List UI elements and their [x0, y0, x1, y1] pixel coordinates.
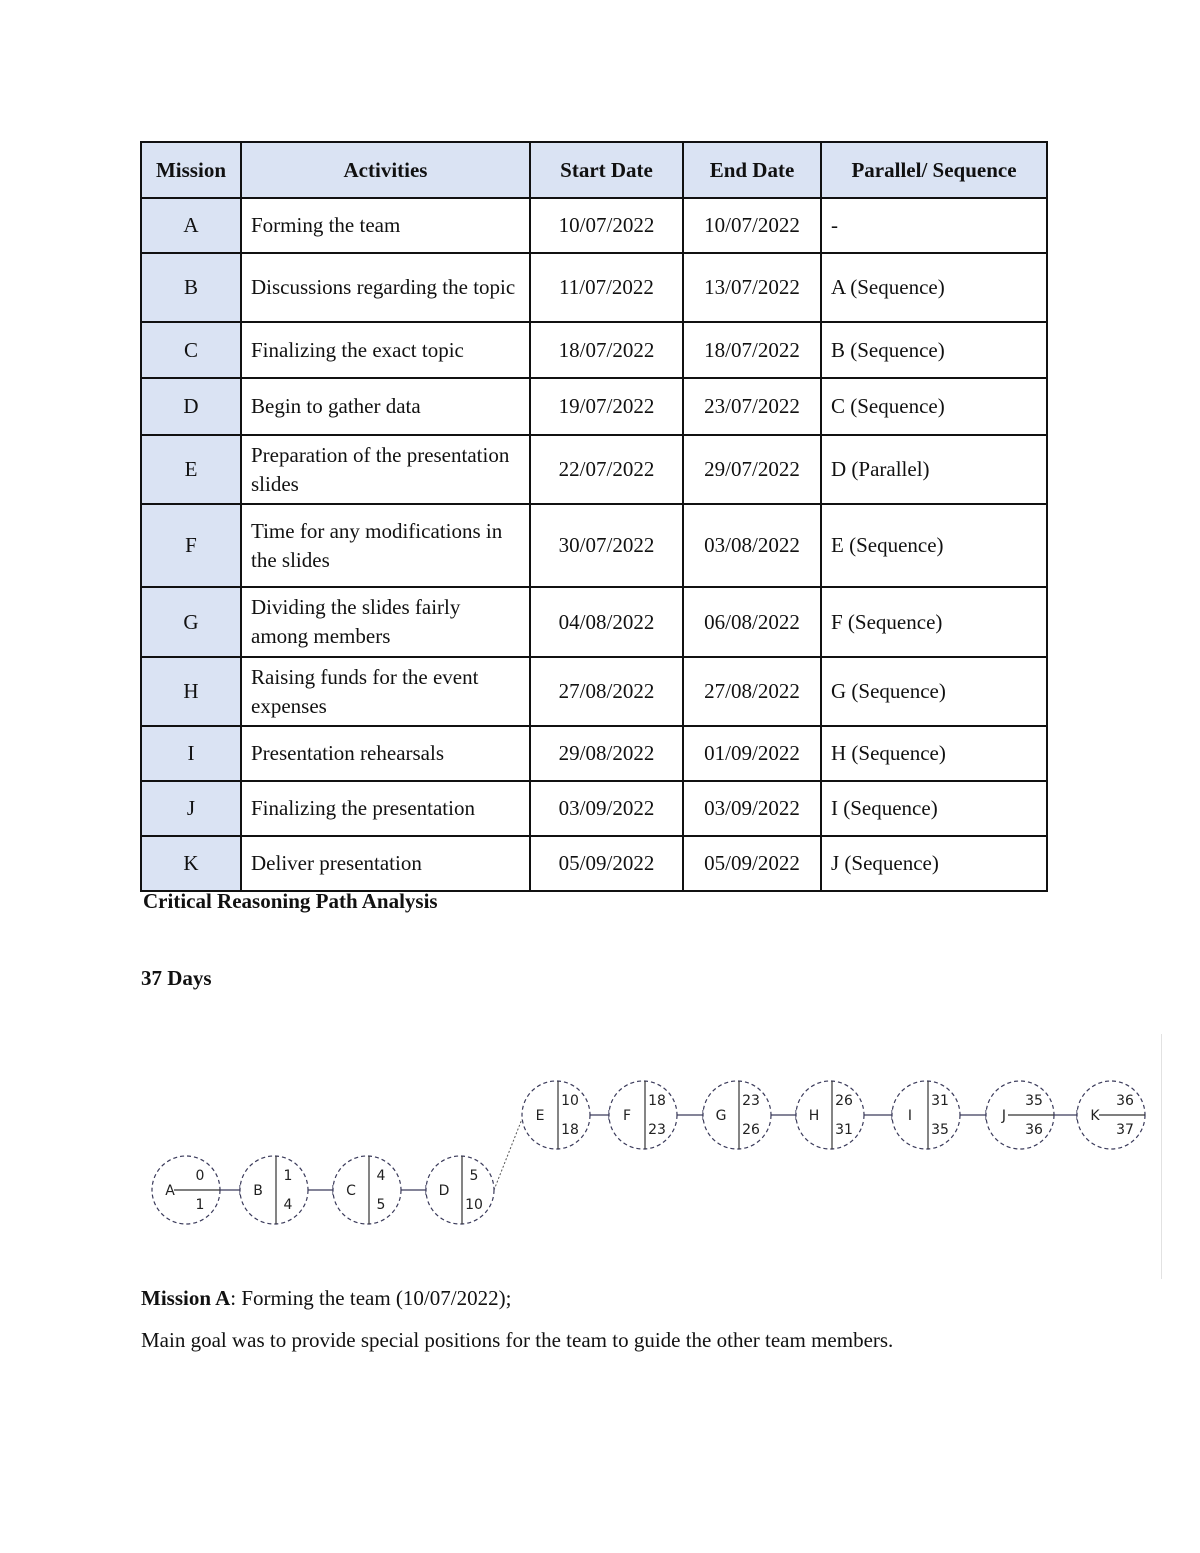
end-date-cell: 06/08/2022	[683, 587, 821, 657]
node-label: F	[622, 1108, 632, 1124]
node-end-value: 4	[283, 1197, 293, 1213]
start-date-cell: 29/08/2022	[530, 726, 683, 781]
node-label: A	[165, 1183, 175, 1199]
end-date-cell: 18/07/2022	[683, 322, 821, 378]
start-date-cell: 11/07/2022	[530, 253, 683, 322]
section-heading: Critical Reasoning Path Analysis	[143, 889, 438, 913]
relation-cell: I (Sequence)	[821, 781, 1047, 836]
mission-id-cell: K	[141, 836, 241, 891]
table-row	[141, 198, 1047, 253]
node-end-value: 23	[648, 1122, 666, 1138]
node-label: E	[535, 1108, 545, 1124]
activity-cell: Deliver presentation	[241, 836, 530, 891]
activity-cell: Time for any modifications in the slides	[241, 504, 530, 587]
node-end-value: 5	[376, 1197, 386, 1213]
node-start-value: 5	[469, 1168, 479, 1184]
relation-cell: C (Sequence)	[821, 378, 1047, 435]
node-start-value: 1	[283, 1168, 293, 1184]
connector-line	[494, 1119, 522, 1190]
end-date-cell: 13/07/2022	[683, 253, 821, 322]
mission-id-cell: A	[141, 198, 241, 253]
header-start-date: Start Date	[530, 142, 683, 198]
start-date-cell: 18/07/2022	[530, 322, 683, 378]
start-date-cell: 05/09/2022	[530, 836, 683, 891]
table-row	[141, 781, 1047, 836]
activity-cell: Begin to gather data	[241, 378, 530, 435]
node-circle	[522, 1081, 590, 1149]
mission-id-cell: H	[141, 657, 241, 726]
mission-id-cell: D	[141, 378, 241, 435]
node-label: K	[1090, 1108, 1100, 1124]
mission-id-cell: J	[141, 781, 241, 836]
activity-cell: Preparation of the presentation slides	[241, 435, 530, 504]
start-date-cell: 10/07/2022	[530, 198, 683, 253]
node-end-value: 36	[1025, 1122, 1043, 1138]
relation-cell: A (Sequence)	[821, 253, 1047, 322]
start-date-cell: 30/07/2022	[530, 504, 683, 587]
node-label: J	[1001, 1108, 1007, 1124]
node-label: G	[715, 1108, 727, 1124]
start-date-cell: 03/09/2022	[530, 781, 683, 836]
node-start-value: 23	[742, 1093, 760, 1109]
activity-cell: Finalizing the presentation	[241, 781, 530, 836]
page-edge-rule	[1161, 1034, 1162, 1279]
node-end-value: 26	[742, 1122, 760, 1138]
header-parallel-sequence: Parallel/ Sequence	[821, 142, 1047, 198]
node-label: B	[253, 1183, 263, 1199]
table-row	[141, 253, 1047, 322]
mission-a-text: : Forming the team (10/07/2022);	[230, 1286, 512, 1310]
end-date-cell: 27/08/2022	[683, 657, 821, 726]
node-circle	[426, 1156, 494, 1224]
header-mission: Mission	[141, 142, 241, 198]
node-label: C	[346, 1183, 356, 1199]
table-row	[141, 587, 1047, 657]
start-date-cell: 27/08/2022	[530, 657, 683, 726]
mission-id-cell: E	[141, 435, 241, 504]
end-date-cell: 10/07/2022	[683, 198, 821, 253]
mission-id-cell: I	[141, 726, 241, 781]
node-circle	[703, 1081, 771, 1149]
relation-cell: -	[821, 198, 1047, 253]
node-start-value: 31	[931, 1093, 949, 1109]
end-date-cell: 01/09/2022	[683, 726, 821, 781]
activity-cell: Forming the team	[241, 198, 530, 253]
activity-cell: Raising funds for the event expenses	[241, 657, 530, 726]
node-end-value: 18	[561, 1122, 579, 1138]
end-date-cell: 03/09/2022	[683, 781, 821, 836]
node-label: I	[907, 1108, 913, 1124]
table-row	[141, 726, 1047, 781]
node-circle	[240, 1156, 308, 1224]
relation-cell: B (Sequence)	[821, 322, 1047, 378]
node-label: H	[808, 1108, 820, 1124]
relation-cell: F (Sequence)	[821, 587, 1047, 657]
node-label: D	[438, 1183, 450, 1199]
end-date-cell: 29/07/2022	[683, 435, 821, 504]
mission-a-label: Mission A	[141, 1286, 231, 1310]
start-date-cell: 04/08/2022	[530, 587, 683, 657]
end-date-cell: 23/07/2022	[683, 378, 821, 435]
relation-cell: E (Sequence)	[821, 504, 1047, 587]
node-circle	[609, 1081, 677, 1149]
relation-cell: G (Sequence)	[821, 657, 1047, 726]
table-header-row	[141, 142, 1047, 198]
relation-cell: H (Sequence)	[821, 726, 1047, 781]
mission-id-cell: B	[141, 253, 241, 322]
node-start-value: 26	[835, 1093, 853, 1109]
node-end-value: 10	[465, 1197, 483, 1213]
start-date-cell: 22/07/2022	[530, 435, 683, 504]
mission-id-cell: C	[141, 322, 241, 378]
mission-a-line	[141, 1286, 511, 1311]
mission-id-cell: F	[141, 504, 241, 587]
node-start-value: 35	[1025, 1093, 1043, 1109]
start-date-cell: 19/07/2022	[530, 378, 683, 435]
mission-table	[140, 141, 1048, 892]
node-start-value: 10	[561, 1093, 579, 1109]
header-activities: Activities	[241, 142, 530, 198]
relation-cell: D (Parallel)	[821, 435, 1047, 504]
node-circle	[333, 1156, 401, 1224]
node-start-value: 0	[195, 1168, 205, 1184]
mission-a-goal: Main goal was to provide special positions for the team to guide the other team members.	[141, 1328, 894, 1352]
relation-cell: J (Sequence)	[821, 836, 1047, 891]
critical-path-network	[0, 1030, 1160, 1250]
table-row	[141, 378, 1047, 435]
activity-cell: Presentation rehearsals	[241, 726, 530, 781]
end-date-cell: 05/09/2022	[683, 836, 821, 891]
table-row	[141, 322, 1047, 378]
activity-cell: Finalizing the exact topic	[241, 322, 530, 378]
node-end-value: 37	[1116, 1122, 1134, 1138]
table-row	[141, 836, 1047, 891]
node-end-value: 1	[195, 1197, 205, 1213]
node-circle	[892, 1081, 960, 1149]
header-end-date: End Date	[683, 142, 821, 198]
node-end-value: 31	[835, 1122, 853, 1138]
table-row	[141, 435, 1047, 504]
node-start-value: 18	[648, 1093, 666, 1109]
end-date-cell: 03/08/2022	[683, 504, 821, 587]
node-end-value: 35	[931, 1122, 949, 1138]
activity-cell: Discussions regarding the topic	[241, 253, 530, 322]
table-row	[141, 657, 1047, 726]
node-circle	[796, 1081, 864, 1149]
total-duration: 37 Days	[141, 966, 212, 990]
node-start-value: 36	[1116, 1093, 1134, 1109]
node-start-value: 4	[376, 1168, 386, 1184]
table-row	[141, 504, 1047, 587]
activity-cell: Dividing the slides fairly among members	[241, 587, 530, 657]
mission-id-cell: G	[141, 587, 241, 657]
